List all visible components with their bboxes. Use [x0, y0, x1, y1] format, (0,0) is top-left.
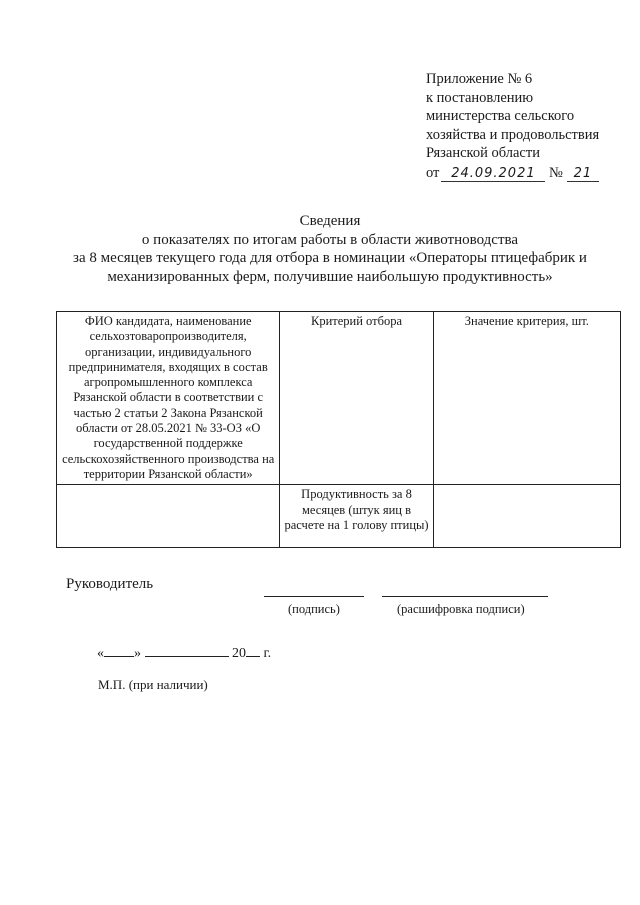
- title-line: за 8 месяцев текущего года для отбора в номинации «Операторы птицефабрик и: [73, 250, 587, 266]
- appendix-block: [426, 70, 626, 182]
- decode-caption: (расшифровка подписи): [397, 602, 525, 616]
- appendix-line: к постановлению: [426, 89, 534, 106]
- day-blank[interactable]: [104, 644, 134, 657]
- criteria-table: [56, 311, 621, 548]
- table-header-row: [57, 312, 621, 485]
- table-row: [57, 485, 621, 548]
- number-prefix: №: [549, 164, 563, 181]
- resolution-date-line: [426, 164, 626, 183]
- handwritten-number: 21: [567, 166, 599, 182]
- cell-criterion: Продуктивность за 8 месяцев (штук яиц в расчете на 1 голову птицы): [280, 485, 433, 548]
- year-suffix: г.: [263, 646, 272, 661]
- date-fill-line: [97, 644, 271, 662]
- signature-caption: (подпись): [288, 602, 340, 616]
- open-quote: «: [97, 646, 104, 661]
- appendix-line: министерства сельского: [426, 108, 575, 124]
- date-prefix: от: [426, 164, 440, 181]
- header-value: Значение критерия, шт.: [433, 312, 620, 485]
- signature-line[interactable]: [264, 596, 364, 597]
- appendix-line: Рязанской области: [426, 145, 540, 161]
- title-heading: Сведения: [299, 213, 361, 229]
- year-prefix: 20: [232, 646, 246, 661]
- header-candidate: ФИО кандидата, наименование сельхозтоваропроизводителя, организации, индивидуального предпринимателя, входящих в состав агропромышленного комплекса Рязанской области в соответствии с частью 2 статьи 2 Закона Рязанской области от 28.05.2021 № 33-ОЗ «О государственной поддержке сельскохозяйственного производства на территории Рязанской области»: [57, 312, 280, 485]
- appendix-line: хозяйства и продовольствия: [426, 126, 600, 143]
- document-title: [40, 212, 620, 286]
- handwritten-date: 24.09.2021: [441, 166, 545, 182]
- cell-candidate[interactable]: [57, 485, 280, 548]
- title-line: механизированных ферм, получившие наибольшую продуктивность»: [107, 268, 553, 285]
- year-blank[interactable]: [246, 644, 260, 657]
- month-blank[interactable]: [145, 644, 229, 657]
- title-line: о показателях по итогам работы в области животноводства: [141, 231, 519, 248]
- header-criterion: Критерий отбора: [280, 312, 433, 485]
- cell-value[interactable]: [433, 485, 620, 548]
- close-quote: »: [134, 646, 141, 661]
- appendix-line: Приложение № 6: [426, 71, 533, 87]
- decode-signature-line[interactable]: [382, 596, 548, 597]
- stamp-note: М.П. (при наличии): [98, 677, 208, 692]
- head-label: Руководитель: [66, 576, 154, 592]
